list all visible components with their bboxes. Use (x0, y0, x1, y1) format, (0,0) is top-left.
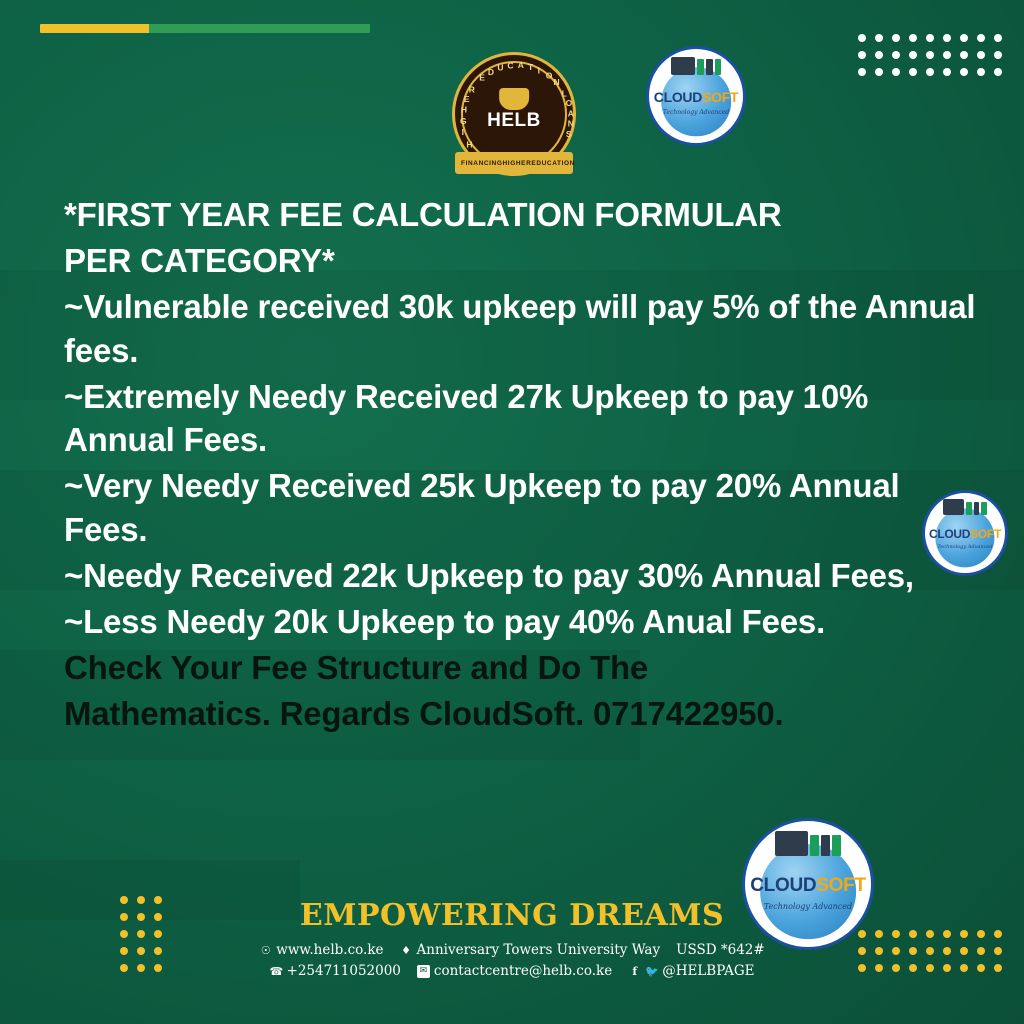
cloudsoft-logo-tagline: Technology Advanced (763, 901, 853, 911)
footer-contacts-row-2 (0, 961, 1024, 982)
footer-email[interactable] (417, 961, 612, 982)
closing-note-line2: Mathematics. Regards CloudSoft. 0717422950. (64, 694, 784, 732)
footer-phone-label: +254711052000 (286, 962, 401, 979)
top-accent-bar (40, 24, 370, 33)
bar-icon (821, 835, 830, 856)
footer-contacts-row-1 (0, 940, 1024, 961)
footer-social-label: @HELBPAGE (662, 962, 755, 979)
monitor-icon (671, 57, 695, 76)
cloudsoft-name-part2: SOFT (816, 875, 866, 897)
graduation-cap-icon (499, 88, 529, 110)
cloudsoft-logo-name (649, 90, 743, 104)
cloudsoft-logo-name (745, 876, 871, 895)
footer-contacts (0, 940, 1024, 982)
location-pin-icon: ♦ (401, 943, 411, 957)
footer-address-label: Anniversary Towers University Way (416, 942, 661, 958)
footer-address (400, 940, 661, 961)
poster-heading-line2: PER CATEGORY* (64, 241, 335, 279)
footer-slogan: EMPOWERING DREAMS (299, 898, 725, 933)
bar-icon (832, 835, 841, 856)
cloudsoft-name-part1: CLOUD (929, 527, 971, 542)
category-item-needy: ~Needy Received 22k Upkeep to pay 30% Annual Fees, (64, 557, 914, 594)
poster-heading-line1: *FIRST YEAR FEE CALCULATION FORMULAR (64, 196, 782, 233)
bar-icon (981, 502, 987, 515)
dot-grid-top-right (858, 34, 1002, 76)
category-item-vulnerable: ~Vulnerable received 30k upkeep will pay 5% of the Annual fees. (64, 287, 976, 369)
twitter-icon: 🐦 (645, 964, 659, 978)
bar-icon (810, 835, 819, 856)
facebook-icon: f (632, 964, 638, 978)
bar-icon (697, 59, 704, 75)
closing-note-line1: Check Your Fee Structure and Do The (64, 648, 649, 686)
cloudsoft-logo-tagline: Technology Advanced (662, 109, 730, 117)
footer-email-label: contactcentre@helb.co.ke (433, 962, 613, 979)
monitor-icon (775, 831, 808, 856)
cloudsoft-logo-devices (649, 57, 743, 76)
helb-logo-center (487, 88, 541, 130)
cloudsoft-logo-devices (745, 831, 871, 856)
footer-website[interactable] (259, 940, 383, 961)
globe-icon: ☉ (260, 943, 271, 957)
category-item-extremely-needy: ~Extremely Needy Received 27k Upkeep to pay 10% Annual Fees. (64, 377, 869, 459)
cloudsoft-logo-icon-top (646, 46, 746, 146)
cloudsoft-name-part1: CLOUD (653, 89, 703, 106)
cloudsoft-logo-tagline: Technology Advanced (937, 544, 993, 551)
cloudsoft-name-part2: SOFT (702, 89, 739, 106)
helb-ribbon-word-2: HIGHER (502, 159, 532, 167)
helb-logo-arc-text: H I G H E R E D U C A T I O N L O A N S (460, 60, 574, 150)
category-item-less-needy: ~Less Needy 20k Upkeep to pay 40% Anual Fees. (64, 602, 826, 640)
poster-body (64, 193, 976, 738)
footer-ussd (676, 940, 765, 961)
cloudsoft-name-part2: SOFT (970, 527, 1001, 542)
footer-website-label: www.helb.co.ke (276, 942, 384, 958)
footer-ussd-label: USSD *642# (676, 942, 765, 958)
footer-social[interactable] (628, 961, 754, 982)
footer-phone[interactable] (270, 961, 401, 982)
bar-icon (715, 59, 722, 75)
phone-icon: ☎ (269, 964, 284, 978)
bar-icon (706, 59, 713, 75)
category-item-very-needy: ~Very Needy Received 25k Upkeep to pay 20% Annual Fees. (64, 467, 900, 549)
helb-logo-word: HELB (487, 110, 541, 132)
mail-icon: ✉ (417, 965, 430, 978)
helb-ribbon-word-1: FINANCING (461, 159, 503, 167)
helb-logo-icon (452, 52, 576, 176)
helb-ribbon-word-3: EDUCATION (531, 159, 575, 167)
helb-logo-ribbon (455, 152, 573, 174)
cloudsoft-name-part1: CLOUD (750, 875, 817, 897)
